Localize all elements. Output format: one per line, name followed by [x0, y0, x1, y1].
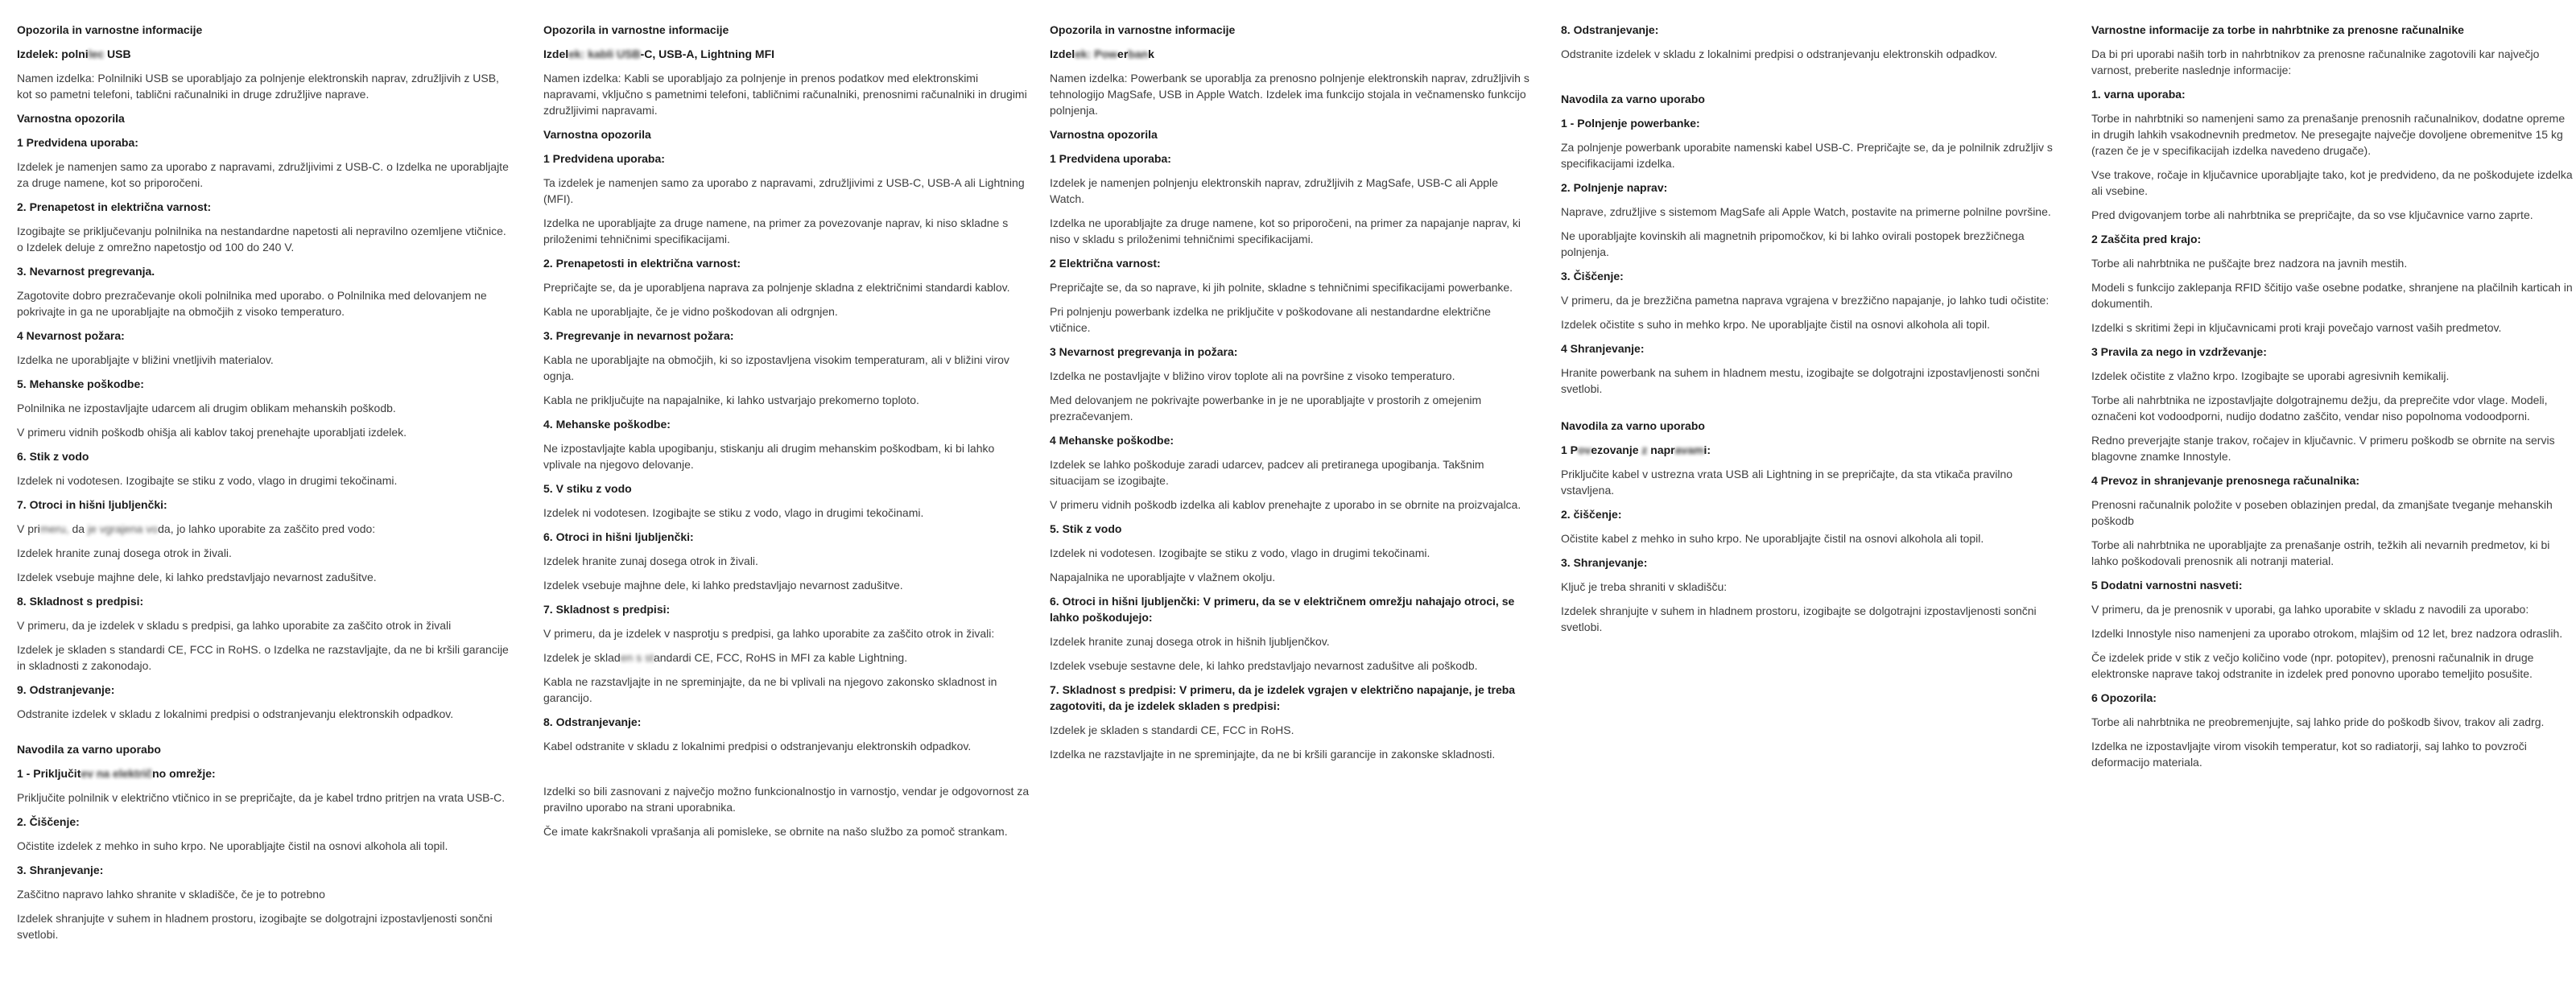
paragraph: Izdelek vsebuje sestavne dele, ki lahko predstavljajo nevarnost zadušitve ali poškodb.: [1050, 659, 1478, 672]
section-heading: Varnostna opozorila: [17, 112, 125, 125]
blurred-text: lec: [88, 47, 105, 60]
section-heading: 1 Predvidena uporaba:: [17, 136, 138, 149]
spacer: [17, 730, 511, 741]
paragraph: Izdelka ne uporabljajte v bližini vnetljivih materialov.: [17, 353, 274, 366]
paragraph: Ne uporabljajte kovinskih ali magnetnih pripomočkov, ki bi lahko ovirali postopek brezžičnega polnjenja.: [1561, 229, 2025, 258]
section-heading: 3. Shranjevanje:: [1561, 556, 1648, 569]
paragraph: Polnilnika ne izpostavljajte udarcem ali drugim oblikam mehanskih poškodb.: [17, 402, 396, 414]
paragraph: Ta izdelek je namenjen samo za uporabo z napravami, združljivimi z USB-C, USB-A ali Lightning (MFI).: [543, 176, 1025, 205]
paragraph: Izdelek vsebuje majhne dele, ki lahko predstavljajo nevarnost zadušitve.: [543, 579, 903, 592]
paragraph: V primeru, da je izdelek v skladu s predpisi, ga lahko uporabite za zaščito otrok in živali: [17, 619, 452, 632]
paragraph: Prenosni računalnik položite v poseben oblazinjen predal, da zmanjšate tveganje mehanskih poškodb: [2091, 498, 2553, 527]
section-heading: Varnostna opozorila: [1050, 128, 1158, 141]
section-heading: 3. Pregrevanje in nevarnost požara:: [543, 329, 734, 342]
paragraph: Da bi pri uporabi naših torb in nahrbtnikov za prenosne računalnike zagotovili kar največjo varnost, preberite naslednje informacije:: [2091, 47, 2540, 76]
paragraph: Vse trakove, ročaje in ključavnice uporabljajte tako, kot je predvideno, da ne poškodujete izdelka ali vsebine.: [2091, 168, 2573, 197]
section-heading: 9. Odstranjevanje:: [17, 683, 115, 696]
section-heading: 4 Shranjevanje:: [1561, 342, 1645, 355]
paragraph: Hranite powerbank na suhem in hladnem mestu, izogibajte se dolgotrajni izpostavljenosti sončni svetlobi.: [1561, 366, 2040, 395]
section-heading: 3 Pravila za nego in vzdrževanje:: [2091, 345, 2267, 358]
paragraph: Izdelek hranite zunaj dosega otrok in živali.: [543, 555, 758, 567]
paragraph: Ne izpostavljajte kabla upogibanju, stiskanju ali drugim mehanskim poškodbam, ki bi lahko vplivale na njegovo delovanje.: [543, 442, 995, 471]
paragraph: Izdelki Innostyle niso namenjeni za uporabo otrokom, mlajšim od 12 let, brez nadzora odraslih.: [2091, 627, 2563, 640]
section-heading: 5. Stik z vodo: [1050, 522, 1122, 535]
column-laptop-bags: [2091, 22, 2574, 778]
paragraph: Izdelek je skladen s standardi CE, FCC in RoHS.: [1050, 724, 1294, 736]
paragraph: V primeru vidnih poškodb izdelka ali kablov prenehajte z uporabo in se obrnite na proizvajalca.: [1050, 498, 1521, 511]
paragraph: Kabla ne priključujte na napajalnike, ki lahko ustvarjajo prekomerno toploto.: [543, 394, 919, 406]
section-heading: 5 Dodatni varnostni nasveti:: [2091, 579, 2243, 592]
paragraph: Očistite kabel z mehko in suho krpo. Ne uporabljajte čistil na osnovi alkohola ali topil.: [1561, 532, 1984, 545]
paragraph: Izdelka ne postavljajte v bližino virov toplote ali na površine z visoko temperaturo.: [1050, 369, 1455, 382]
section-heading: Opozorila in varnostne informacije: [17, 23, 203, 36]
paragraph: Izdelka ne uporabljajte za druge namene, na primer za povezovanje naprav, ki niso skladne s priloženimi tehničnimi specifikacijami.: [543, 216, 1009, 245]
section-heading: 1 Predvidena uporaba:: [1050, 152, 1171, 165]
paragraph: Napajalnika ne uporabljajte v vlažnem okolju.: [1050, 571, 1276, 583]
paragraph: Torbe in nahrbtniki so namenjeni samo za prenašanje prenosnih računalnikov, dodatne opreme in drugih lahkih vsakodnevnih predmetov. Ne presegajte največje dovoljene obremenitve 15 kg (razen če je v specifikacijah izdelka navedeno drugače).: [2091, 112, 2566, 157]
paragraph: Zagotovite dobro prezračevanje okoli polnilnika med uporabo. o Polnilnika med delovanjem ne pokrivajte in ga ne uporabljajte na območjih z visoko temperaturo.: [17, 289, 487, 318]
paragraph: Izdelek vsebuje majhne dele, ki lahko predstavljajo nevarnost zadušitve.: [17, 571, 377, 583]
section-heading: 6. Otroci in hišni ljubljenčki: V primeru, da se v električnem omrežju nahajajo otroci, se lahko poškodujejo:: [1050, 595, 1515, 624]
paragraph: Torbe ali nahrbtnika ne preobremenjujte, saj lahko pride do poškodb šivov, trakov ali zadrg.: [2091, 715, 2545, 728]
paragraph: V primeru, da je vgrajena voda, jo lahko uporabite za zaščito pred vodo:: [17, 522, 376, 535]
paragraph: V primeru vidnih poškodb ohišja ali kablov takoj prenehajte uporabljati izdelek.: [17, 426, 407, 439]
paragraph: Če izdelek pride v stik z večjo količino vode (npr. potopitev), prenosni računalnik in druge elektronske naprave takoj odstranite in izdelek pred ponovno uporabo temeljito posušite.: [2091, 651, 2534, 680]
section-heading: Izdelek: polnilec USB: [17, 47, 131, 60]
section-heading: 7. Skladnost s predpisi:: [543, 603, 671, 616]
section-heading: Opozorila in varnostne informacije: [1050, 23, 1236, 36]
blurred-text: ev na električ: [80, 767, 153, 780]
paragraph: V primeru, da je brezžična pametna naprava vgrajena v brezžično napajanje, jo lahko tudi očistite:: [1561, 294, 2050, 307]
paragraph: Izdelki s skritimi žepi in ključavnicami proti kraji povečajo varnost vaših predmetov.: [2091, 321, 2502, 334]
section-heading: 8. Odstranjevanje:: [543, 715, 642, 728]
section-heading: 7. Skladnost s predpisi: V primeru, da je izdelek vgrajen v električno napajanje, je treba zagotoviti, da je izdelek skladen s predpisi:: [1050, 683, 1516, 712]
paragraph: Ključ je treba shraniti v skladišču:: [1561, 580, 1728, 593]
paragraph: Za polnjenje powerbank uporabite namenski kabel USB-C. Prepričajte se, da je polnilnik združljiv s specifikacijami izdelka.: [1561, 141, 2053, 170]
spacer: [1561, 70, 2054, 91]
blurred-text: je vgrajena vo: [87, 522, 159, 535]
section-heading: 2. Čiščenje:: [17, 815, 80, 828]
paragraph: Naprave, združljive s sistemom MagSafe ali Apple Watch, postavite na primerne polnilne površine.: [1561, 205, 2051, 218]
paragraph: Izdelka ne razstavljajte in ne spreminjajte, da ne bi kršili garancije in zakonske skladnosti.: [1050, 748, 1496, 761]
paragraph: Izdelki so bili zasnovani z največjo možno funkcionalnostjo in varnostjo, vendar je odgovornost za pravilno uporabo na strani uporabnika.: [543, 785, 1030, 814]
paragraph: Izdelka ne uporabljajte za druge namene, kot so priporočeni, na primer za napajanje naprav, ki niso v skladu s priloženimi tehničnimi specifikacijami.: [1050, 216, 1521, 245]
section-heading: 3 Nevarnost pregrevanja in požara:: [1050, 345, 1238, 358]
paragraph: Izogibajte se priključevanju polnilnika na nestandardne napetosti ali nepravilno ozemljene vtičnice. o Izdelek deluje z omrežno napetostjo od 100 do 240 V.: [17, 225, 506, 254]
paragraph: Izdelek očistite s suho in mehko krpo. Ne uporabljajte čistil na osnovi alkohola ali topil.: [1561, 318, 1991, 331]
paragraph: Izdelek očistite z vlažno krpo. Izogibajte se uporabi agresivnih kemikalij.: [2091, 369, 2450, 382]
paragraph: Očistite izdelek z mehko in suho krpo. Ne uporabljajte čistil na osnovi alkohola ali topil.: [17, 839, 448, 852]
paragraph: Torbe ali nahrbtnika ne uporabljajte za prenašanje ostrih, težkih ali nevarnih predmetov, ki bi lahko poškodovali prenosnik ali notranji material.: [2091, 538, 2550, 567]
section-heading: Navodila za varno uporabo: [17, 743, 161, 756]
paragraph: Torbe ali nahrbtnika ne puščajte brez nadzora na javnih mestih.: [2091, 257, 2408, 270]
section-heading: Izdelek: Powerbank: [1050, 47, 1154, 60]
paragraph: Izdelek ni vodotesen. Izogibajte se stiku z vodo, vlago in drugimi tekočinami.: [17, 474, 398, 487]
section-heading: 2 Zaščita pred krajo:: [2091, 233, 2202, 245]
paragraph: Modeli s funkcijo zaklepanja RFID ščitijo vaše osebne podatke, shranjene na plačilnih karticah in dokumentih.: [2091, 281, 2573, 310]
paragraph: Priključite kabel v ustrezna vrata USB ali Lightning in se prepričajte, da sta vtikača pravilno vstavljena.: [1561, 468, 2013, 497]
spacer: [543, 762, 1034, 783]
paragraph: Odstranite izdelek v skladu z lokalnimi predpisi o odstranjevanju elektronskih odpadkov.: [1561, 47, 1998, 60]
section-heading: 1 Povezovanje z napravami:: [1561, 443, 1711, 456]
paragraph: V primeru, da je prenosnik v uporabi, ga lahko uporabite v skladu z navodili za uporabo:: [2091, 603, 2529, 616]
paragraph: Kabla ne uporabljajte, če je vidno poškodovan ali odrgnjen.: [543, 305, 838, 318]
section-heading: 6 Opozorila:: [2091, 691, 2157, 704]
section-heading: Navodila za varno uporabo: [1561, 419, 1705, 432]
section-heading: 3. Nevarnost pregrevanja.: [17, 265, 155, 278]
section-heading: 4 Mehanske poškodbe:: [1050, 434, 1174, 447]
blurred-text: ek: Pow: [1075, 47, 1118, 60]
column-powerbank: [1050, 22, 1533, 770]
section-heading: 2. Polnjenje naprav:: [1561, 181, 1668, 194]
section-heading: Izdelek: kabli USB-C, USB-A, Lightning MFI: [543, 47, 775, 60]
column-powerbank-usage-and-cable-care: [1561, 22, 2054, 643]
section-heading: 8. Skladnost s predpisi:: [17, 595, 144, 608]
section-heading: 4 Prevoz in shranjevanje prenosnega računalnika:: [2091, 474, 2360, 487]
section-heading: 2. Prenapetosti in električna varnost:: [543, 257, 741, 270]
paragraph: Kabla ne razstavljajte in ne spreminjajte, da ne bi vplivali na njegovo zakonsko skladnost in garancijo.: [543, 675, 997, 704]
section-heading: Varnostna opozorila: [543, 128, 651, 141]
section-heading: 5. Mehanske poškodbe:: [17, 377, 144, 390]
paragraph: Prepričajte se, da je uporabljena naprava za polnjenje skladna z električnimi standardi kablov.: [543, 281, 1010, 294]
blurred-text: z: [1638, 443, 1651, 456]
paragraph: V primeru, da je izdelek v nasprotju s predpisi, ga lahko uporabite za zaščito otrok in živali:: [543, 627, 995, 640]
blurred-text: avam: [1674, 443, 1704, 456]
paragraph: Namen izdelka: Powerbank se uporablja za prenosno polnjenje elektronskih naprav, združljivih s tehnologijo MagSafe, USB in Apple Watch. Izdelek ima funkcijo stojala in večnamensko funkcijo polnjenja.: [1050, 72, 1530, 117]
section-heading: 6. Otroci in hišni ljubljenčki:: [543, 530, 694, 543]
section-heading: Opozorila in varnostne informacije: [543, 23, 729, 36]
paragraph: Kabel odstranite v skladu z lokalnimi predpisi o odstranjevanju elektronskih odpadkov.: [543, 740, 972, 752]
column-usb-charger: [17, 22, 511, 950]
paragraph: Redno preverjajte stanje trakov, ročajev in ključavnic. V primeru poškodb se obrnite na servis blagovne znamke Innostyle.: [2091, 434, 2555, 463]
paragraph: Izdelek je skladen s standardi CE, FCC, RoHS in MFI za kable Lightning.: [543, 651, 908, 664]
paragraph: Med delovanjem ne pokrivajte powerbanke in je ne uporabljajte v prostorih z omejenim prezračevanjem.: [1050, 394, 1482, 423]
paragraph: Izdelka ne izpostavljajte virom visokih temperatur, kot so radiatorji, saj lahko to povzroči deformacijo materiala.: [2091, 740, 2527, 769]
paragraph: Izdelek je skladen s standardi CE, FCC in RoHS. o Izdelka ne razstavljajte, da ne bi kršili garancije in skladnosti z zakonodajo.: [17, 643, 509, 672]
paragraph: Izdelek hranite zunaj dosega otrok in hišnih ljubljenčkov.: [1050, 635, 1330, 648]
paragraph: Izdelek se lahko poškoduje zaradi udarcev, padcev ali pretiranega upogibanja. Takšnim situacijam se izogibajte.: [1050, 458, 1484, 487]
section-heading: 2. Prenapetost in električna varnost:: [17, 200, 212, 213]
paragraph: Izdelek shranjujte v suhem in hladnem prostoru, izogibajte se dolgotrajni izpostavljenosti sončni svetlobi.: [1561, 604, 2037, 633]
blurred-text: ek: kabli USB: [568, 47, 641, 60]
blurred-text: ban: [1128, 47, 1149, 60]
paragraph: Odstranite izdelek v skladu z lokalnimi predpisi o odstranjevanju elektronskih odpadkov.: [17, 707, 454, 720]
paragraph: Torbe ali nahrbtnika ne izpostavljajte dolgotrajnemu dežju, da preprečite vdor vlage. Modeli, označeni kot vodoodporni, nudijo dodatno zaščito, vendar niso popolnoma vodoodporni.: [2091, 394, 2548, 423]
paragraph: Namen izdelka: Kabli se uporabljajo za polnjenje in prenos podatkov med elektronskimi napravami, vključno s pametnimi telefoni, tabličnimi računalniki, prenosnimi računalniki in drugimi združljivimi napravami.: [543, 72, 1027, 117]
paragraph: Kabla ne uporabljajte na območjih, ki so izpostavljena visokim temperaturam, ali v bližini virov ognja.: [543, 353, 1009, 382]
section-heading: 5. V stiku z vodo: [543, 482, 632, 495]
section-heading: 4. Mehanske poškodbe:: [543, 418, 671, 431]
paragraph: Izdelek ni vodotesen. Izogibajte se stiku z vodo, vlago in drugimi tekočinami.: [1050, 546, 1430, 559]
blurred-text: en s st: [620, 651, 654, 664]
column-usb-cables: [543, 22, 1034, 847]
section-heading: 3. Shranjevanje:: [17, 864, 104, 876]
paragraph: Izdelek je namenjen polnjenju elektronskih naprav, združljivih z MagSafe, USB-C ali Apple Watch.: [1050, 176, 1498, 205]
paragraph: Zaščitno napravo lahko shranite v skladišče, če je to potrebno: [17, 888, 325, 901]
section-heading: 3. Čiščenje:: [1561, 270, 1624, 282]
paragraph: Pri polnjenju powerbank izdelka ne priključite v poškodovane ali nestandardne električne vtičnice.: [1050, 305, 1491, 334]
section-heading: 1. varna uporaba:: [2091, 88, 2186, 101]
section-heading: 1 - Priključitev na električno omrežje:: [17, 767, 216, 780]
paragraph: Izdelek shranjujte v suhem in hladnem prostoru, izogibajte se dolgotrajni izpostavljenosti sončni svetlobi.: [17, 912, 493, 941]
section-heading: 2 Električna varnost:: [1050, 257, 1161, 270]
section-heading: 6. Stik z vodo: [17, 450, 89, 463]
paragraph: Namen izdelka: Polnilniki USB se uporabljajo za polnjenje elektronskih naprav, združljivih z USB, kot so pametni telefoni, tablični računalniki in druge združljive naprave.: [17, 72, 499, 101]
paragraph: Če imate kakršnakoli vprašanja ali pomisleke, se obrnite na našo službo za pomoč strankam.: [543, 825, 1008, 838]
blurred-text: meru,: [39, 522, 69, 535]
paragraph: Prepričajte se, da so naprave, ki jih polnite, skladne s tehničnimi specifikacijami powerbanke.: [1050, 281, 1513, 294]
section-heading: 7. Otroci in hišni ljubljenčki:: [17, 498, 167, 511]
section-heading: Varnostne informacije za torbe in nahrbtnike za prenosne računalnike: [2091, 23, 2464, 36]
section-heading: 2. čiščenje:: [1561, 508, 1622, 521]
section-heading: 1 - Polnjenje powerbanke:: [1561, 117, 1700, 130]
section-heading: 4 Nevarnost požara:: [17, 329, 125, 342]
section-heading: 1 Predvidena uporaba:: [543, 152, 665, 165]
blurred-text: ov: [1578, 443, 1591, 456]
paragraph: Izdelek je namenjen samo za uporabo z napravami, združljivimi z USB-C. o Izdelka ne uporabljajte za druge namene, kot so priporočeni.: [17, 160, 509, 189]
paragraph: Izdelek ni vodotesen. Izogibajte se stiku z vodo, vlago in drugimi tekočinami.: [543, 506, 924, 519]
section-heading: 8. Odstranjevanje:: [1561, 23, 1659, 36]
section-heading: Navodila za varno uporabo: [1561, 93, 1705, 105]
paragraph: Izdelek hranite zunaj dosega otrok in živali.: [17, 546, 232, 559]
paragraph: Priključite polnilnik v električno vtičnico in se prepričajte, da je kabel trdno pritrjen na vrata USB-C.: [17, 791, 506, 804]
spacer: [1561, 405, 2054, 418]
paragraph: Pred dvigovanjem torbe ali nahrbtnika se prepričajte, da so vse ključavnice varno zaprte.: [2091, 208, 2533, 221]
